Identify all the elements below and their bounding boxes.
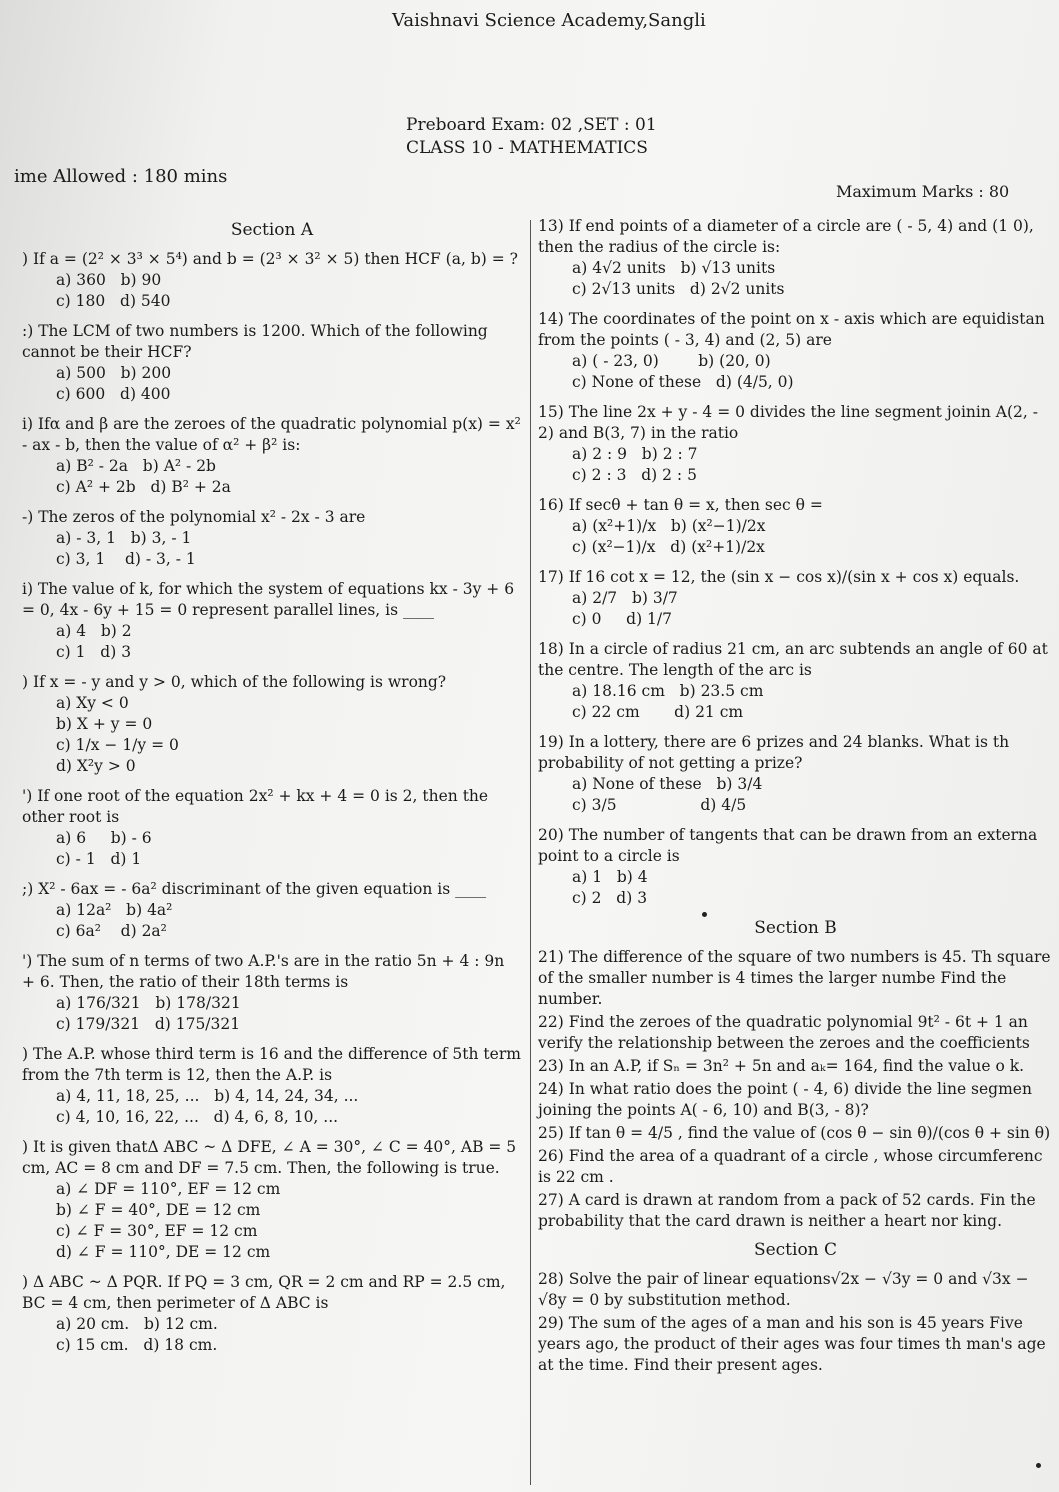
right-column [538, 216, 1053, 1378]
answer-options [22, 363, 522, 405]
answer-option-line: a) 4√2 units b) √13 units [572, 259, 776, 277]
section-c-questions [538, 1269, 1053, 1376]
question-text: 17) If 16 cot x = 12, the (sin x − cos x)/(sin x + cos x) equals. [538, 568, 1020, 586]
answer-options [22, 693, 522, 777]
exam-title [406, 114, 657, 160]
question-text: ;) X² - 6ax = - 6a² discriminant of the given equation is ____ [22, 880, 487, 898]
answer-option-line: c) 4, 10, 16, 22, ... d) 4, 6, 8, 10, ... [56, 1108, 339, 1126]
answer-options [538, 351, 1053, 393]
answer-options [538, 258, 1053, 300]
section-a-questions-left [22, 249, 522, 1356]
question-text: ) If a = (2² × 3³ × 5⁴) and b = (2³ × 3² × 5) then HCF (a, b) = ? [22, 250, 518, 268]
answer-option-line: c) 3, 1 d) - 3, - 1 [56, 550, 196, 568]
question-text: 20) The number of tangents that can be drawn from an externa point to a circle is [538, 826, 1038, 865]
question-text: 18) In a circle of radius 21 cm, an arc subtends an angle of 60 at the centre. The length of the arc is [538, 640, 1048, 679]
answer-options [538, 444, 1053, 486]
question-text: 29) The sum of the ages of a man and his son is 45 years Five years ago, the product of their ages was four times th man's age at the time. Find their present ages. [538, 1314, 1046, 1374]
answer-option-line: c) 6a² d) 2a² [56, 922, 167, 940]
section-b-heading: Section B [754, 918, 837, 938]
question-item [22, 249, 522, 312]
question-item [538, 639, 1053, 723]
answer-option-line: c) A² + 2b d) B² + 2a [56, 478, 231, 496]
question-item [22, 579, 522, 663]
question-text: -) The zeros of the polynomial x² - 2x - 3 are [22, 508, 366, 526]
answer-option-line: c) None of these d) (4/5, 0) [572, 373, 794, 391]
answer-options [22, 900, 522, 942]
question-item [538, 825, 1053, 909]
answer-options [22, 1086, 522, 1128]
answer-option-line: b) ∠ F = 40°, DE = 12 cm [56, 1201, 261, 1219]
answer-options [22, 1314, 522, 1356]
question-text: ') If one root of the equation 2x² + kx + 4 = 0 is 2, then the other root is [22, 787, 489, 826]
question-item [538, 495, 1053, 558]
question-text: ) If x = - y and y > 0, which of the following is wrong? [22, 673, 447, 691]
answer-option-line: a) ∠ DF = 110°, EF = 12 cm [56, 1180, 281, 1198]
question-item [22, 1137, 522, 1263]
question-text: 19) In a lottery, there are 6 prizes and 24 blanks. What is th probability of not getting a prize? [538, 733, 1010, 772]
answer-option-line: c) 22 cm d) 21 cm [572, 703, 744, 721]
answer-option-line: a) ( - 23, 0) b) (20, 0) [572, 352, 771, 370]
question-item [22, 1272, 522, 1356]
question-text: 16) If secθ + tan θ = x, then sec θ = [538, 496, 823, 514]
question-text: i) Ifα and β are the zeroes of the quadratic polynomial p(x) = x² - ax - b, then the value of α² + β² is: [22, 415, 521, 454]
question-text: ) It is given thatΔ ABC ~ Δ DFE, ∠ A = 30°, ∠ C = 40°, AB = 5 cm, AC = 8 cm and DF = 7.5 cm. Then, the following is true. [22, 1138, 517, 1177]
answer-option-line: a) 4, 11, 18, 25, ... b) 4, 14, 24, 34, ... [56, 1087, 359, 1105]
section-c-heading: Section C [753, 1240, 838, 1260]
school-name: Vaishnavi Science Academy,Sangli [392, 10, 706, 31]
question-item [538, 309, 1053, 393]
question-item [22, 1044, 522, 1128]
answer-option-line: a) 176/321 b) 178/321 [56, 994, 241, 1012]
answer-option-line: d) ∠ F = 110°, DE = 12 cm [56, 1243, 271, 1261]
question-item [538, 402, 1053, 486]
question-item [22, 321, 522, 405]
exam-line-1: Preboard Exam: 02 ,SET : 01 [406, 115, 657, 135]
answer-options [22, 993, 522, 1035]
answer-option-line: a) 12a² b) 4a² [56, 901, 173, 919]
question-text: ) The A.P. whose third term is 16 and the difference of 5th term from the 7th term is 12, then the A.P. is [22, 1045, 521, 1084]
answer-options [538, 588, 1053, 630]
answer-option-line: a) 20 cm. b) 12 cm. [56, 1315, 218, 1333]
answer-option-line: a) 2/7 b) 3/7 [572, 589, 678, 607]
answer-options [22, 270, 522, 312]
question-text: 27) A card is drawn at random from a pack of 52 cards. Fin the probability that the card drawn is neither a heart nor king. [538, 1191, 1036, 1230]
question-text: 22) Find the zeroes of the quadratic polynomial 9t² - 6t + 1 an verify the relationship between the zeroes and the coefficients [538, 1013, 1030, 1052]
answer-option-line: c) 180 d) 540 [56, 292, 171, 310]
answer-option-line: c) ∠ F = 30°, EF = 12 cm [56, 1222, 258, 1240]
question-text: ') The sum of n terms of two A.P.'s are in the ratio 5n + 4 : 9n + 6. Then, the ratio of their 18th terms is [22, 952, 505, 991]
answer-options [22, 456, 522, 498]
question-item [22, 507, 522, 570]
answer-option-line: a) 2 : 9 b) 2 : 7 [572, 445, 698, 463]
maximum-marks: Maximum Marks : 80 [836, 182, 1010, 201]
answer-option-line: c) - 1 d) 1 [56, 850, 142, 868]
answer-option-line: c) 2 : 3 d) 2 : 5 [572, 466, 697, 484]
answer-option-line: a) 500 b) 200 [56, 364, 172, 382]
answer-option-line: c) 0 d) 1/7 [572, 610, 672, 628]
question-item [22, 786, 522, 870]
answer-option-line: a) 1 b) 4 [572, 868, 648, 886]
answer-options [538, 516, 1053, 558]
left-column [22, 216, 522, 1365]
question-item [22, 951, 522, 1035]
answer-option-line: a) B² - 2a b) A² - 2b [56, 457, 216, 475]
answer-option-line: b) X + y = 0 [56, 715, 153, 733]
answer-option-line: c) 1 d) 3 [56, 643, 132, 661]
question-text: 14) The coordinates of the point on x - axis which are equidistan from the points ( - 3, 4) and (2, 5) are [538, 310, 1045, 349]
question-text: 13) If end points of a diameter of a circle are ( - 5, 4) and (1 0), then the radius of the circle is: [538, 217, 1034, 256]
answer-option-line: a) - 3, 1 b) 3, - 1 [56, 529, 192, 547]
answer-option-line: a) (x²+1)/x b) (x²−1)/2x [572, 517, 766, 535]
question-text: 15) The line 2x + y - 4 = 0 divides the line segment joinin A(2, - 2) and B(3, 7) in the ratio [538, 403, 1038, 442]
question-text: ) Δ ABC ~ Δ PQR. If PQ = 3 cm, QR = 2 cm and RP = 2.5 cm, BC = 4 cm, then perimeter of Δ ABC is [22, 1273, 506, 1312]
answer-options [22, 621, 522, 663]
answer-option-line: a) 6 b) - 6 [56, 829, 152, 847]
exam-line-2: CLASS 10 - MATHEMATICS [406, 138, 648, 158]
answer-option-line: c) 179/321 d) 175/321 [56, 1015, 241, 1033]
question-item [22, 672, 522, 777]
answer-option-line: c) 2√13 units d) 2√2 units [572, 280, 785, 298]
question-item [538, 216, 1053, 300]
answer-option-line: c) 2 d) 3 [572, 889, 648, 907]
answer-option-line: c) 1/x − 1/y = 0 [56, 736, 179, 754]
question-item [538, 732, 1053, 816]
answer-options [538, 681, 1053, 723]
answer-options [538, 867, 1053, 909]
question-text: :) The LCM of two numbers is 1200. Which of the following cannot be their HCF? [22, 322, 488, 361]
section-b-questions [538, 947, 1053, 1232]
time-allowed: ime Allowed : 180 mins [14, 166, 228, 187]
question-text: 24) In what ratio does the point ( - 4, 6) divide the line segmen joining the points A( - 6, 10) and B(3, - 8)? [538, 1080, 1032, 1119]
section-a-questions-right [538, 216, 1053, 909]
answer-option-line: c) 15 cm. d) 18 cm. [56, 1336, 218, 1354]
answer-options [22, 1179, 522, 1263]
question-item [22, 414, 522, 498]
answer-option-line: c) 600 d) 400 [56, 385, 171, 403]
question-text: 23) In an A.P, if Sₙ = 3n² + 5n and aₖ= 164, find the value o k. [538, 1057, 1025, 1075]
section-a-heading: Section A [230, 220, 314, 240]
answer-option-line: a) Xy < 0 [56, 694, 129, 712]
column-divider [530, 220, 531, 1485]
question-item [538, 567, 1053, 630]
answer-option-line: a) 4 b) 2 [56, 622, 132, 640]
answer-option-line: a) 360 b) 90 [56, 271, 162, 289]
answer-option-line: c) 3/5 d) 4/5 [572, 796, 747, 814]
question-item [22, 879, 522, 942]
question-text: 21) The difference of the square of two numbers is 45. Th square of the smaller number is 4 times the larger numbe Find the number. [538, 948, 1051, 1008]
answer-option-line: c) (x²−1)/x d) (x²+1)/2x [572, 538, 765, 556]
ink-dot [1036, 1463, 1041, 1468]
answer-option-line: d) X²y > 0 [56, 757, 136, 775]
question-text: 25) If tan θ = 4/5 , find the value of (cos θ − sin θ)/(cos θ + sin θ) [538, 1124, 1051, 1142]
ink-dot [702, 912, 707, 917]
question-text: 26) Find the area of a quadrant of a circle , whose circumferenc is 22 cm . [538, 1147, 1043, 1186]
answer-option-line: a) None of these b) 3/4 [572, 775, 763, 793]
question-text: 28) Solve the pair of linear equations√2x − √3y = 0 and √3x − √8y = 0 by substitution method. [538, 1270, 1029, 1309]
answer-options [22, 528, 522, 570]
answer-options [22, 828, 522, 870]
question-text: i) The value of k, for which the system of equations kx - 3y + 6 = 0, 4x - 6y + 15 = 0 represent parallel lines, is ____ [22, 580, 515, 619]
answer-options [538, 774, 1053, 816]
answer-option-line: a) 18.16 cm b) 23.5 cm [572, 682, 764, 700]
